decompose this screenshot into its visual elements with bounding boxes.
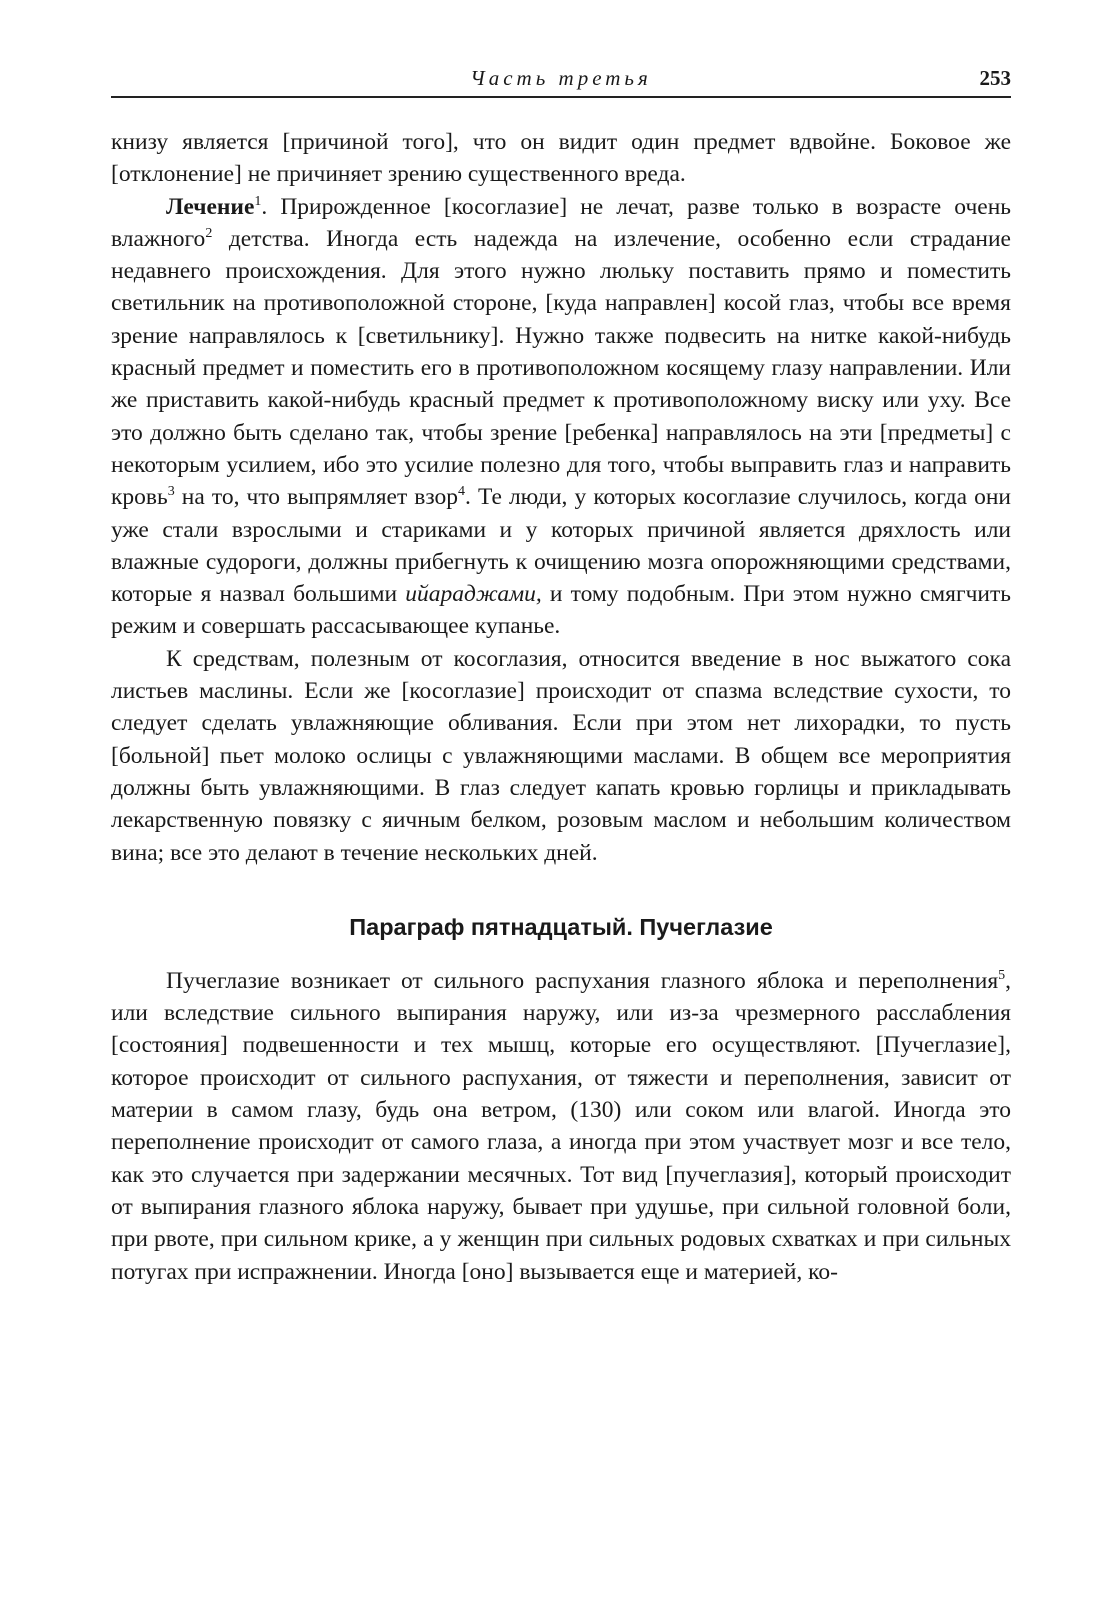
paragraph-text: на то, что выпрямляет взор xyxy=(174,484,459,511)
paragraph-text: книзу является [причиной того], что он видит один предмет вдвойне. Боковое же [отклонение] не причиняет зрению существенного вреда. xyxy=(111,129,1011,188)
paragraph-text: . Те люди, у которых косоглазие случилось, когда они уже стали взрослыми и стариками и у которых причиной является дряхлость или влажные судороги, должны прибегнуть к очищению мозга опорожняющими средствами, которые я назвал большими xyxy=(111,484,1011,608)
running-title: Часть третья xyxy=(470,66,652,90)
footnote-marker: 5 xyxy=(998,968,1006,983)
paragraph-text: и тому подобным. При этом нужно смягчить режим и совершать рассасывающее купанье. xyxy=(111,581,1011,640)
paragraph-text: Пучеглазие возникает от сильного распухания глазного яблока и переполнения xyxy=(166,967,999,994)
page-number: 253 xyxy=(979,66,1011,90)
footnote-marker: 2 xyxy=(205,226,213,242)
body-text xyxy=(111,126,1011,1288)
paragraph-text: детства. Иногда есть надежда на излечение, особенно если страдание недавнего происхождения. Для этого нужно люльку поставить прямо и поместить светильник на противоположной стороне, [куда направлен] косой глаз, чтобы все время зрение направлялось к [светильнику]. Нужно также подвесить на нитке какой-нибудь красный предмет и поместить его в противоположном косящему глазу направлении. Или же приставить какой-нибудь красный предмет к противоположному виску или уху. Все это должно быть сделано так, чтобы зрение [ребенка] направлялось на эти [предметы] с некоторым усилием, ибо это усилие полезно для того, чтобы выправить глаз и направить кровь xyxy=(111,225,1011,511)
footnote-marker: 4 xyxy=(458,484,466,500)
footnote-marker: 3 xyxy=(167,484,175,500)
paragraph-lead-word: Лечение xyxy=(166,193,255,220)
book-page xyxy=(111,0,1011,1600)
paragraph-remedies xyxy=(111,643,1011,869)
running-header xyxy=(111,62,1011,98)
footnote-marker: 1 xyxy=(254,193,262,209)
paragraph-exophthalmos xyxy=(111,965,1011,1288)
italic-term: ийараджами, xyxy=(405,581,542,608)
paragraph-treatment xyxy=(111,191,1011,643)
paragraph-text: , или вследствие сильного выпирания наружу, или из-за чрезмерного расслабления [состояния] подвешенности и тех мышц, которые его осуществляют. [Пучеглазие], которое происходит от сильного распухания, от тяжести и переполнения, зависит от материи в самом глазу, будь она ветром, (130) или соком или влагой. Иногда это переполнение происходит от самого глаза, а иногда при этом участвует мозг и все тело, как это случается при задержании месячных. Тот вид [пучеглазия], который происходит от выпирания глазного яблока наружу, бывает при удушье, при сильной головной боли, при рвоте, при сильном крике, а у женщин при сильных родовых схватках и при сильных потугах при испражнении. Иногда [оно] вызывается еще и материей, ко- xyxy=(111,967,1011,1285)
paragraph-text: К средствам, полезным от косоглазия, относится введение в нос выжатого сока листьев маслины. Если же [косоглазие] происходит от спазма вследствие сухости, то следует сделать увлажняющие обливания. Если при этом нет лихорадки, то пусть [больной] пьет молоко ослицы с увлажняющими маслами. В общем все мероприятия должны быть увлажняющими. В глаз следует капать кровью горлицы и прикладывать лекарственную повязку с яичным белком, розовым маслом и небольшим количеством вина; все это делают в течение нескольких дней. xyxy=(111,645,1011,866)
paragraph-text: . Прирожденное [косоглазие] не лечат, разве только в возрасте очень влажного xyxy=(111,193,1011,252)
paragraph-continuation xyxy=(111,126,1011,191)
section-heading: Параграф пятнадцатый. Пучеглазие xyxy=(349,913,773,940)
